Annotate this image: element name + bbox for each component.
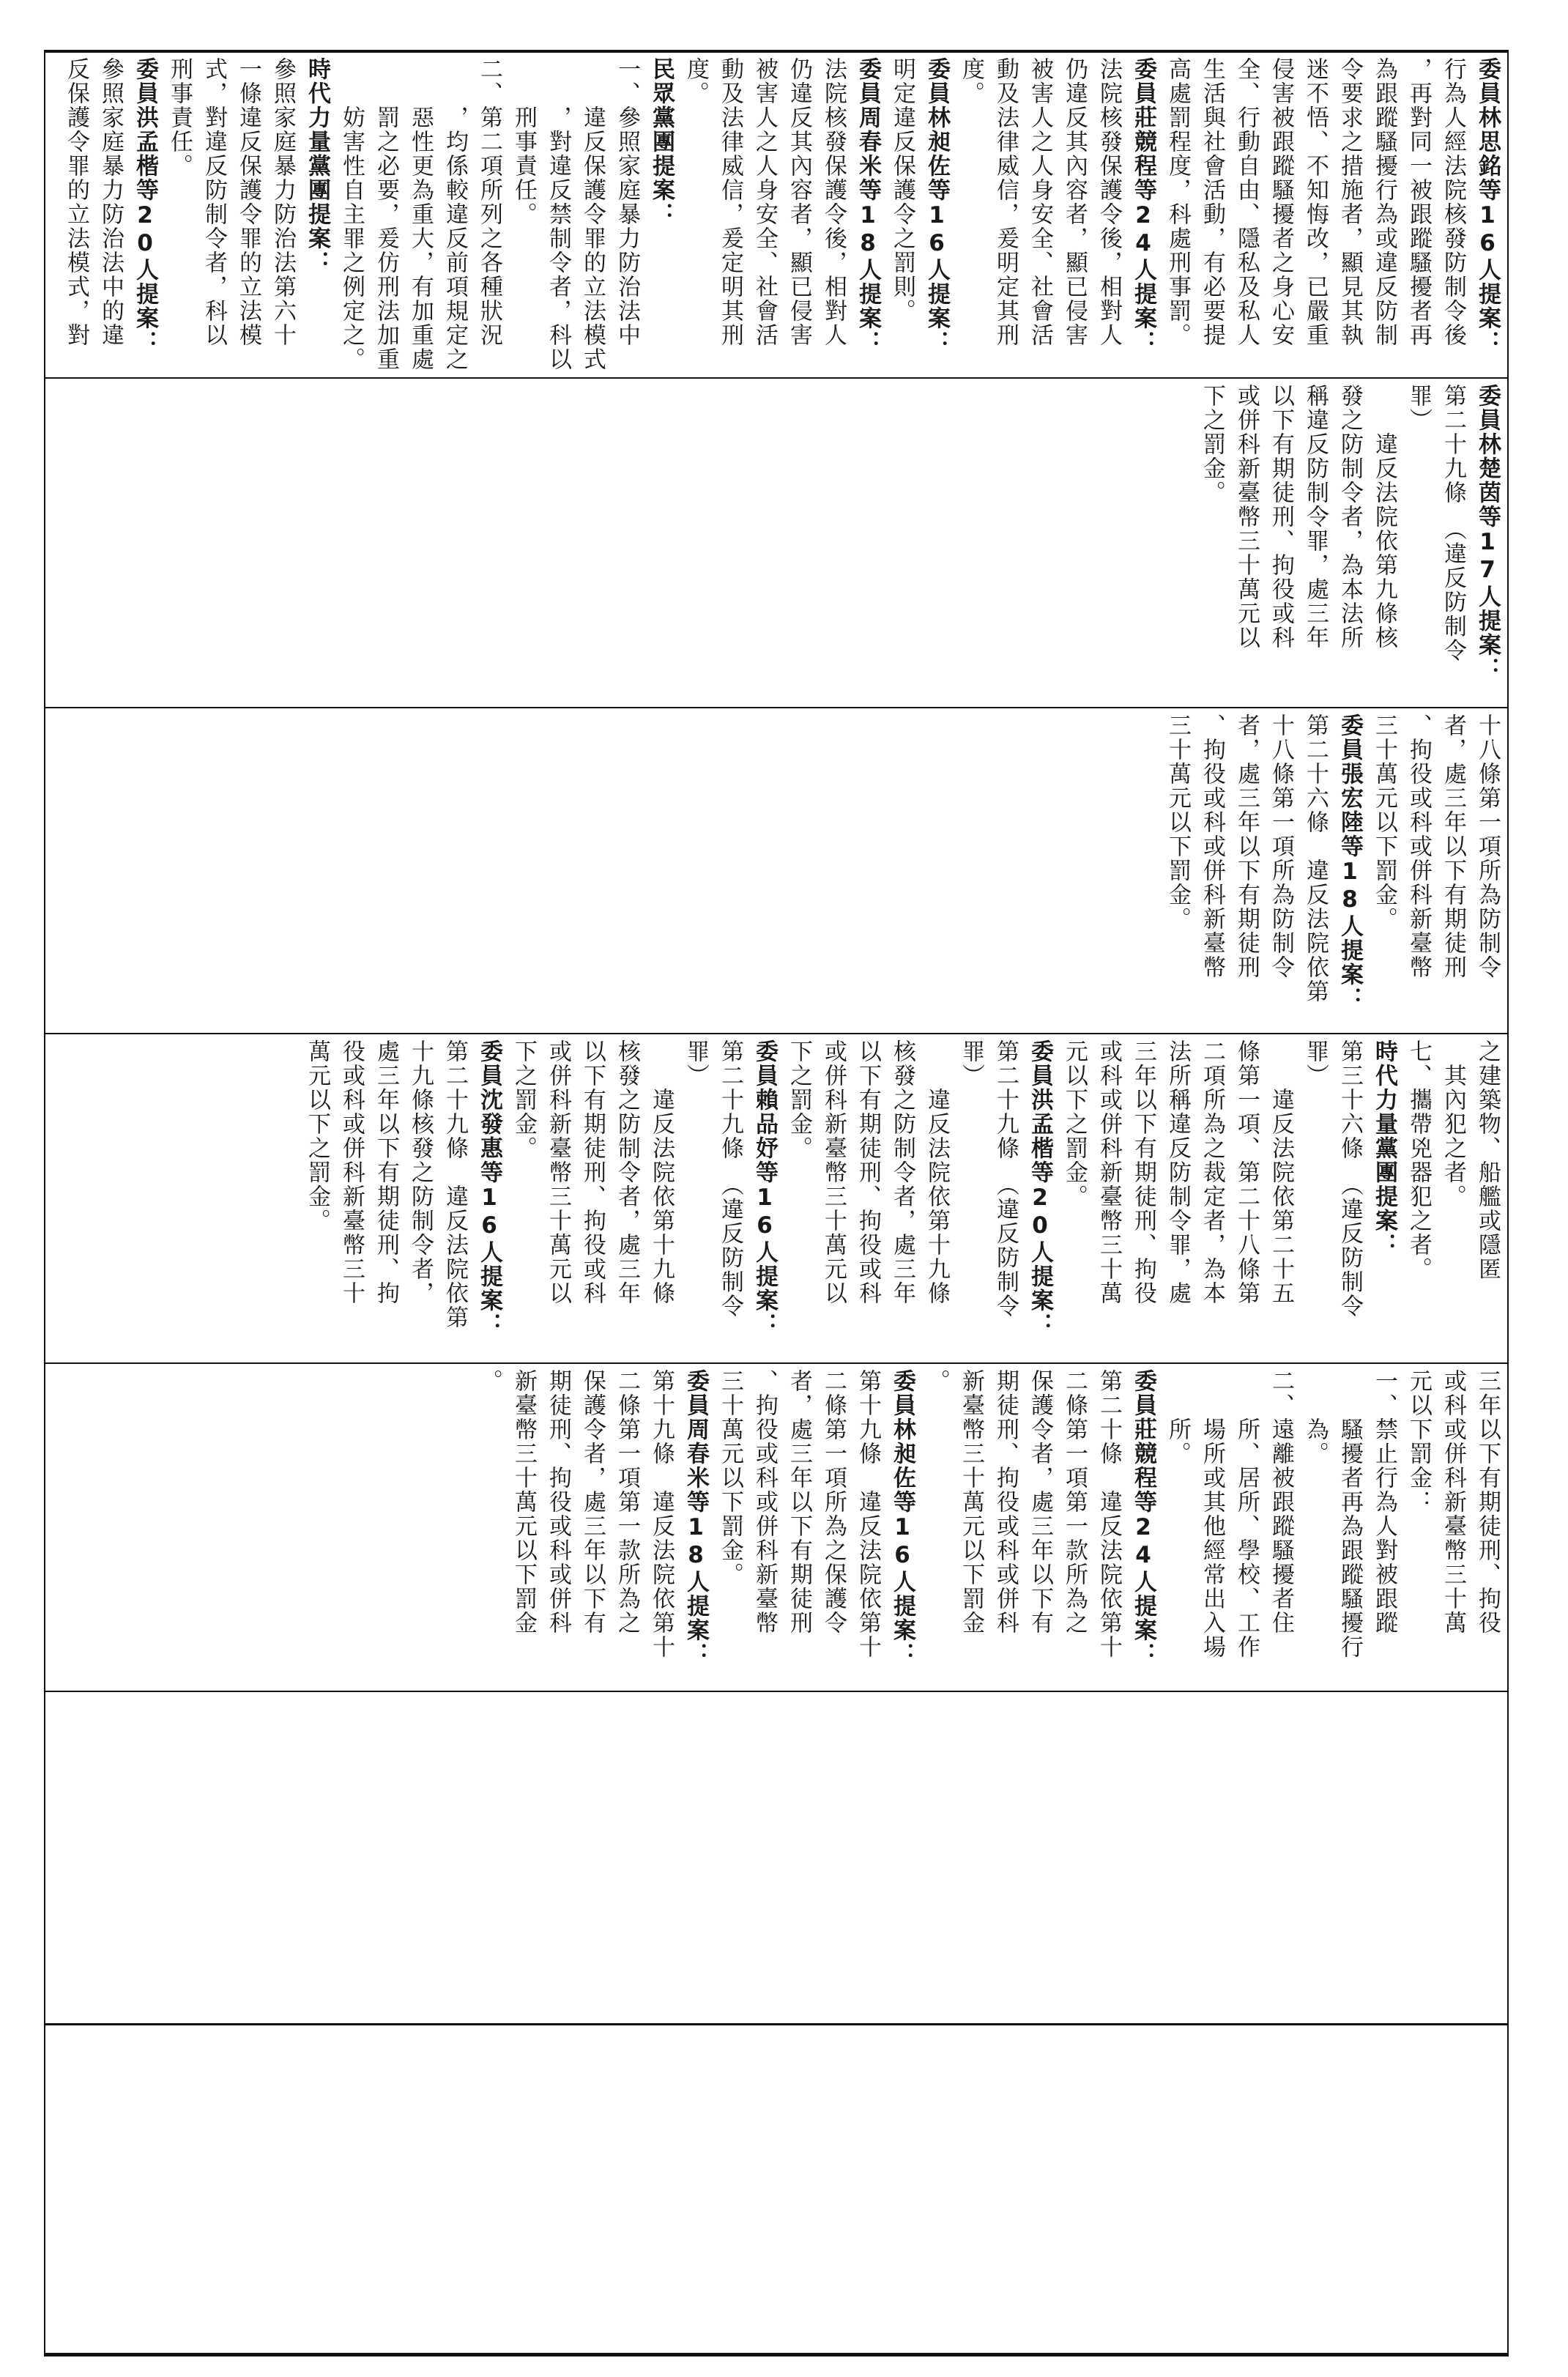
text-line: 或併科新臺幣三十萬元以: [545, 1039, 571, 1305]
text-line: 違反法院依第九條核: [1371, 384, 1397, 650]
text-line: 保護令者，處三年以下有: [579, 1369, 606, 1635]
text-line: 第二十條 違反法院依第十: [1096, 1369, 1122, 1659]
text-line: 、拘役或科或併科新臺幣: [1405, 713, 1432, 979]
table-top-rule: [44, 50, 1509, 53]
cell-col-1-lines: [59, 57, 1504, 372]
text-line: 下之罰金。: [510, 1039, 537, 1160]
text-line: 二條第一項第一款所為之: [614, 1369, 640, 1635]
cell-col-4: [47, 1039, 1504, 1357]
text-line: 期徒刑、拘役或科或併科: [545, 1369, 571, 1635]
text-line: 新臺幣三十萬元以下罰金: [958, 1369, 984, 1635]
text-line: 全、行動自由、隱私及私人: [1233, 57, 1260, 347]
text-line: 第二十六條 違反法院依第: [1302, 713, 1329, 1004]
text-line: 。: [476, 1369, 502, 1393]
proposal-heading: 委員林昶佐等16人提案：: [889, 1369, 915, 1666]
text-line: 式，對違反防制令者，科以: [201, 57, 227, 347]
text-line: 高處罰程度，科處刑事罰。: [1164, 57, 1191, 347]
text-line: 二項所為之裁定者，為本: [1199, 1039, 1225, 1305]
proposal-heading: 委員沈發惠等16人提案：: [476, 1039, 502, 1337]
text-line: 為跟蹤騷擾行為或違反防制: [1371, 57, 1397, 347]
text-line: 侵害被跟蹤騷擾者之身心安: [1268, 57, 1294, 347]
text-line: 條第一項、第二十八條第: [1233, 1039, 1260, 1305]
text-line: 之建築物、船艦或隱匿: [1474, 1039, 1501, 1281]
text-line: 核發之防制令者，處三年: [889, 1039, 915, 1305]
proposal-heading: 委員洪孟楷等20人提案：: [1027, 1039, 1053, 1337]
text-line: 罪）: [1302, 1039, 1329, 1088]
text-line: 元以下之罰金。: [1061, 1039, 1088, 1209]
text-line: 度。: [958, 57, 984, 105]
text-line: ，均係較違反前項規定之: [442, 57, 468, 371]
text-line: ，對違反禁制令者，科以: [545, 57, 571, 371]
text-line: 三十萬元以下罰金。: [717, 1369, 743, 1587]
table-middle-rule: [44, 2023, 1509, 2025]
text-line: 者，處三年以下有期徒刑: [786, 1369, 812, 1635]
text-line: 第十九條 違反法院依第十: [648, 1369, 675, 1659]
text-line: 惡性更為重大，有加重處: [407, 57, 434, 371]
text-line: 三十萬元以下罰金。: [1371, 713, 1397, 931]
text-line: ，再對同一被跟蹤騷擾者再: [1405, 57, 1432, 347]
text-line: 罪）: [958, 1039, 984, 1088]
text-line: 第十九條 違反法院依第十: [855, 1369, 881, 1659]
text-line: 一、參照家庭暴力防治法中: [614, 57, 640, 347]
row-divider-1: [44, 377, 1509, 379]
proposal-heading: 委員林楚茵等17人提案：: [1474, 384, 1501, 681]
text-line: 法院核發保護令後，相對人: [1096, 57, 1122, 347]
text-line: 三十萬元以下罰金。: [1164, 713, 1191, 931]
row-divider-4: [44, 1362, 1509, 1364]
text-line: 被害人之人身安全、社會活: [751, 57, 778, 347]
cell-col-4-lines: [300, 1039, 1504, 1357]
text-line: 、拘役或科或併科新臺幣: [751, 1369, 778, 1635]
text-line: 第三十六條 （違反防制令: [1337, 1039, 1363, 1319]
proposal-heading: 時代力量黨團提案：: [304, 57, 330, 275]
cell-col-3-lines: [1160, 713, 1504, 1028]
text-line: 違反保護令罪的立法模式: [579, 57, 606, 371]
proposal-heading: 委員莊競程等24人提案：: [1130, 1369, 1156, 1666]
proposal-heading: 委員賴品妤等16人提案：: [751, 1039, 778, 1337]
text-line: 。: [924, 1369, 950, 1393]
text-line: 者，處三年以下有期徒刑: [1233, 713, 1260, 979]
proposal-heading: 委員林昶佐等16人提案：: [924, 57, 950, 355]
text-line: 騷擾者再為跟蹤騷擾行: [1337, 1369, 1363, 1659]
text-line: 十八條第一項所為防制令: [1474, 713, 1501, 979]
text-line: 刑事責任。: [510, 57, 537, 226]
text-line: 元以下罰金：: [1405, 1369, 1432, 1514]
text-line: 第二十九條 （違反防制令: [992, 1039, 1019, 1319]
text-line: 發之防制令者，為本法所: [1337, 384, 1363, 650]
text-line: 其內犯之者。: [1440, 1039, 1466, 1209]
text-line: 參照家庭暴力防治法第六十: [270, 57, 296, 347]
text-line: 度。: [683, 57, 709, 105]
text-line: 十八條第一項所為防制令: [1268, 713, 1294, 979]
text-line: 為。: [1302, 1369, 1329, 1466]
cell-col-2: [47, 384, 1504, 702]
text-line: 反保護令罪的立法模式，對: [63, 57, 89, 347]
proposal-heading: 委員莊競程等24人提案：: [1130, 57, 1156, 355]
text-line: 明定違反保護令之罰則。: [889, 57, 915, 323]
table-bottom-rule: [44, 2353, 1509, 2356]
text-line: 所。: [1164, 1369, 1191, 1466]
table-right-border: [1507, 50, 1509, 2356]
text-line: 生活與社會活動，有必要提: [1199, 57, 1225, 347]
text-line: 萬元以下之罰金。: [304, 1039, 330, 1233]
text-line: 新臺幣三十萬元以下罰金: [510, 1369, 537, 1635]
cell-col-2-lines: [1194, 384, 1504, 702]
proposal-heading: 委員林思銘等16人提案：: [1474, 57, 1501, 355]
text-line: 一條違反保護令罪的立法模: [235, 57, 261, 347]
cell-col-5: [47, 1369, 1504, 1687]
text-line: 二條第一項第一款所為之: [1061, 1369, 1088, 1635]
text-line: 、拘役或科或併科新臺幣: [1199, 713, 1225, 979]
text-line: 以下有期徒刑、拘役或科: [579, 1039, 606, 1305]
text-line: 違反法院依第十九條: [924, 1039, 950, 1305]
text-line: 法所稱違反防制令罪，處: [1164, 1039, 1191, 1305]
text-line: 下之罰金。: [1199, 384, 1225, 505]
text-line: 第二十九條 （違反防制令: [717, 1039, 743, 1319]
proposal-heading: 委員洪孟楷等20人提案：: [132, 57, 158, 355]
text-line: 違反法院依第二十五: [1268, 1039, 1294, 1305]
text-line: 被害人之人身安全、社會活: [1027, 57, 1053, 347]
text-line: 妨害性自主罪之例定之。: [338, 57, 365, 371]
text-line: 令要求之措施者，顯見其執: [1337, 57, 1363, 347]
text-line: 二、第二項所列之各種狀況: [476, 57, 502, 347]
text-line: 者，處三年以下有期徒刑: [1440, 713, 1466, 979]
text-line: 刑事責任。: [166, 57, 193, 178]
text-line: 第二十九條 （違反防制令: [1440, 384, 1466, 663]
text-line: 行為人經法院核發防制令後: [1440, 57, 1466, 347]
text-line: 稱違反防制令罪，處三年: [1302, 384, 1329, 650]
cell-col-5-lines: [472, 1369, 1504, 1687]
proposal-heading: 委員周春米等18人提案：: [683, 1369, 709, 1666]
text-line: 或併科新臺幣三十萬元以: [820, 1039, 847, 1305]
text-line: 二、遠離被跟蹤騷擾者住: [1268, 1369, 1294, 1635]
text-line: 以下有期徒刑、拘役或科: [1268, 384, 1294, 650]
text-line: 期徒刑、拘役或科或併科: [992, 1369, 1019, 1635]
text-line: 或科或併科新臺幣三十萬: [1440, 1369, 1466, 1635]
text-line: 違反法院依第十九條: [648, 1039, 675, 1305]
text-line: 保護令者，處三年以下有: [1027, 1369, 1053, 1635]
proposal-heading: 民眾黨團提案：: [648, 57, 675, 226]
text-line: 一、禁止行為人對被跟蹤: [1371, 1369, 1397, 1635]
cell-col-1: [47, 57, 1504, 372]
text-line: 三年以下有期徒刑、拘役: [1130, 1039, 1156, 1305]
text-line: 仍違反其內容者，顯已侵害: [1061, 57, 1088, 347]
proposal-heading: 委員周春米等18人提案：: [855, 57, 881, 355]
text-line: 十九條核發之防制令者，: [407, 1039, 434, 1305]
text-line: 迷不悟、不知悔改，已嚴重: [1302, 57, 1329, 347]
text-line: 罪）: [1405, 384, 1432, 432]
text-line: 罰之必要，爰仿刑法加重: [373, 57, 399, 371]
text-line: 三年以下有期徒刑、拘役: [1474, 1369, 1501, 1635]
text-line: 動及法律威信，爰明定其刑: [992, 57, 1019, 347]
row-divider-3: [44, 1033, 1509, 1034]
text-line: 罪）: [683, 1039, 709, 1088]
text-line: 仍違反其內容者，顯已侵害: [786, 57, 812, 347]
text-line: 第二十九條 違反法院依第: [442, 1039, 468, 1330]
text-line: 動及法律威信，爰定明其刑: [717, 57, 743, 347]
text-line: 下之罰金。: [786, 1039, 812, 1160]
row-divider-2: [44, 707, 1509, 708]
text-line: 二條第一項所為之保護令: [820, 1369, 847, 1635]
text-line: 所、居所、學校、工作: [1233, 1369, 1260, 1659]
text-line: 役或科或併科新臺幣三十: [338, 1039, 365, 1305]
text-line: 參照家庭暴力防治法中的違: [97, 57, 124, 347]
text-line: 七、攜帶兇器犯之者。: [1405, 1039, 1432, 1281]
proposal-heading: 時代力量黨團提案：: [1371, 1039, 1397, 1257]
text-line: 或科或併科新臺幣三十萬: [1096, 1039, 1122, 1305]
text-line: 場所或其他經常出入場: [1199, 1369, 1225, 1659]
proposal-heading: 委員張宏陸等18人提案：: [1337, 713, 1363, 1011]
text-line: 處三年以下有期徒刑、拘: [373, 1039, 399, 1305]
text-line: 法院核發保護令後，相對人: [820, 57, 847, 347]
cell-col-3: [47, 713, 1504, 1028]
table-inner-rule: [44, 1691, 1509, 1692]
text-line: 或併科新臺幣三十萬元以: [1233, 384, 1260, 650]
table-left-border: [44, 50, 45, 2356]
text-line: 以下有期徒刑、拘役或科: [855, 1039, 881, 1305]
text-line: 核發之防制令者，處三年: [614, 1039, 640, 1305]
